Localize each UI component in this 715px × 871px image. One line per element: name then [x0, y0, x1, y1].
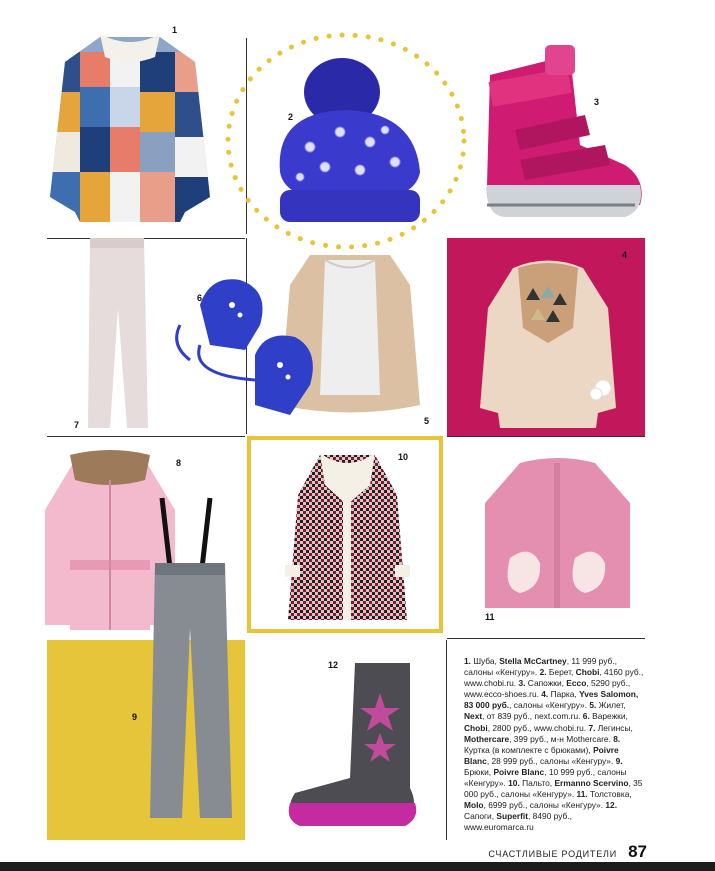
item-number: 1 [172, 25, 178, 35]
divider [47, 436, 245, 437]
divider [447, 436, 645, 437]
parka-image [478, 248, 618, 433]
product-caption: 1. Шуба, Stella McCartney, 11 999 руб., салоны «Кенгуру». 2. Берет, Chobi, 4160 руб., www.chobi.ru. 3. Сапожки, Ecco, 5290 руб., www.ecco-shoes.ru. 4. Парка, Yves Salomon, 83 000 руб., салоны «Кенгуру». 5. Жилет, Next, от 839 руб., next.com.ru. 6. Варежки, Chobi, 2800 руб., www.chobi.ru. 7. Легинсы, Mothercare, 399 руб., м-н Mothercare. 8. Куртка (в комплекте с брюками), Poivre Blanc, 28 999 руб., салоны «Кенгуру». 9. Брюки, Poivre Blanc, 10 999 руб., салоны «Кенгуру». 10. Пальто, Ermanno Scervino, 35 000 руб., салоны «Кенгуру». 11. Толстовка, Molo, 6999 руб., салоны «Кенгуру». 12. Сапоги, Superfit, 8490 руб., www.euromarca.ru [464, 656, 644, 833]
patchwork-fur-coat-image [45, 22, 215, 232]
divider [447, 638, 645, 639]
magazine-name: СЧАСТЛИВЫЕ РОДИТЕЛИ [488, 849, 617, 859]
item-number: 10 [398, 452, 409, 462]
pink-boot-image [475, 35, 650, 225]
houndstooth-coat-image [285, 445, 410, 625]
blue-mittens-image [170, 265, 320, 420]
page-number: 87 [628, 842, 647, 861]
item-number: 8 [176, 458, 182, 468]
item-number: 3 [594, 97, 600, 107]
item-number: 2 [288, 112, 294, 122]
footer-band [0, 862, 715, 871]
item-number: 12 [328, 660, 339, 670]
blue-beret-image [270, 52, 430, 232]
item-number: 7 [74, 420, 80, 430]
leggings-image [82, 238, 152, 433]
item-number: 9 [132, 712, 138, 722]
pink-sweatshirt-image [480, 458, 635, 618]
gray-ski-pants-image [140, 498, 240, 823]
item-number: 4 [622, 250, 628, 260]
item-number: 11 [485, 612, 495, 622]
dark-boot-image [285, 658, 425, 828]
item-number: 6 [197, 293, 203, 303]
divider [446, 640, 447, 840]
item-number: 5 [424, 416, 430, 426]
